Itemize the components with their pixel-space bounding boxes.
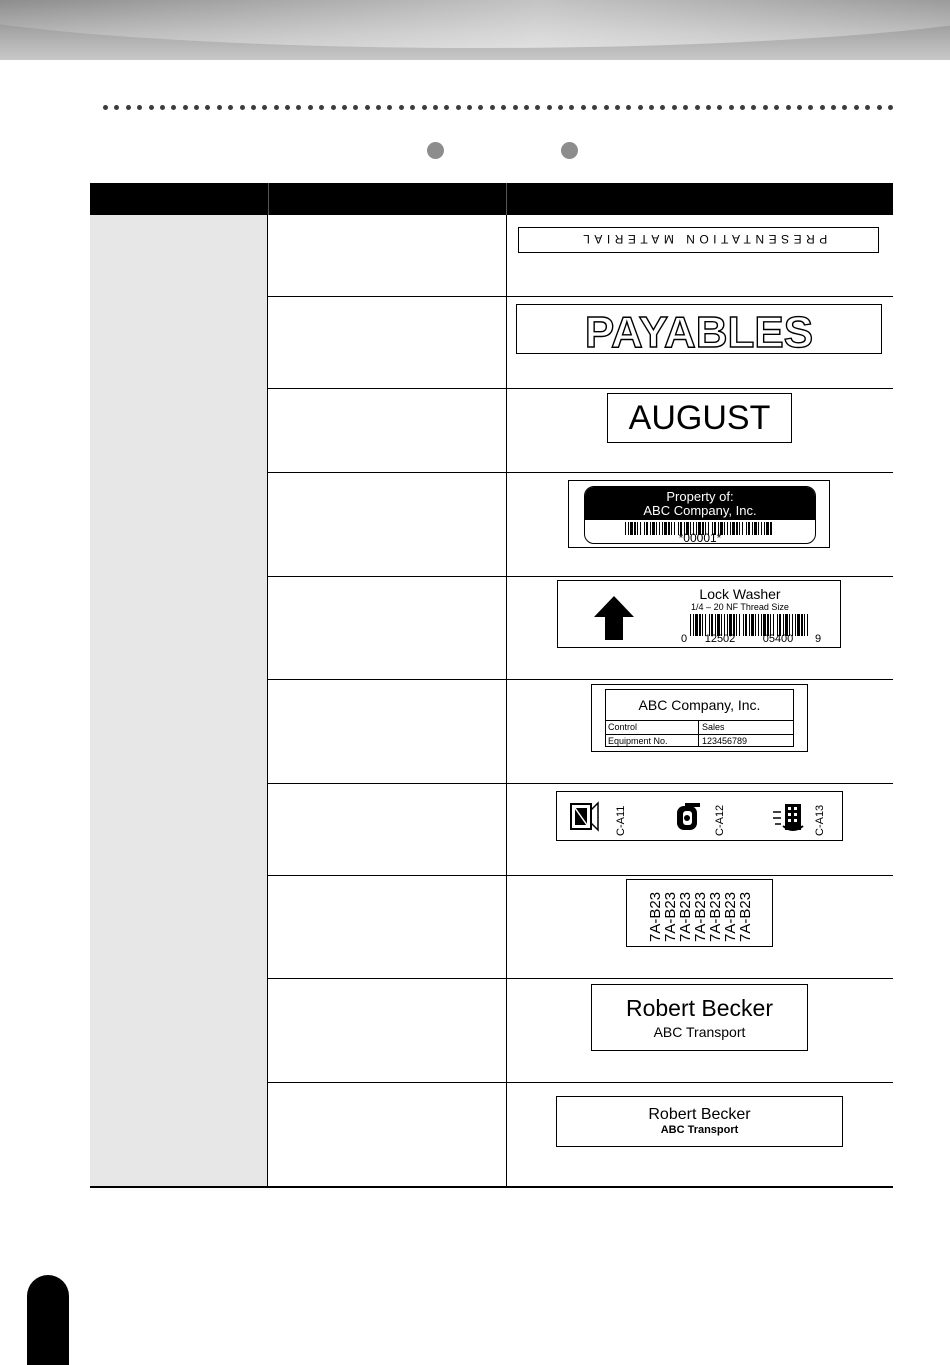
label-cable <box>626 879 773 947</box>
bullet-marker <box>427 142 444 159</box>
august-text: AUGUST <box>628 398 771 437</box>
washer-digit: 9 <box>814 633 822 645</box>
company-big: ABC Transport <box>653 1024 746 1040</box>
company-small: ABC Transport <box>660 1124 739 1136</box>
cable-code: 7A-B23 <box>722 891 739 942</box>
speaker-icon <box>571 803 598 830</box>
name-small: Robert Becker <box>648 1106 751 1123</box>
washer-digit: 12502 <box>704 633 736 645</box>
label-august <box>607 393 792 443</box>
dotted-rule <box>103 105 893 113</box>
washer-digit: 05400 <box>762 633 794 645</box>
washer-title: Lock Washer <box>699 586 781 602</box>
label-presentation-material <box>518 227 879 253</box>
cable-code: 7A-B23 <box>647 891 664 942</box>
equip-company: ABC Company, Inc. <box>606 690 793 721</box>
payables-text: PAYABLES <box>584 308 814 353</box>
fax-icon <box>773 804 803 830</box>
equip-cell: Sales <box>702 722 725 732</box>
cable-code: 7A-B23 <box>662 891 679 942</box>
equip-cell: Control <box>606 721 699 734</box>
label-asset-tag <box>568 480 830 548</box>
port-code: C-A13 <box>814 804 826 836</box>
name-big: Robert Becker <box>625 995 773 1021</box>
cable-code: 7A-B23 <box>737 891 754 942</box>
category-column <box>90 215 268 1186</box>
label-equipment <box>591 684 808 752</box>
label-payables <box>516 304 882 354</box>
label-ports <box>556 791 843 841</box>
arrow-up-icon <box>594 596 634 640</box>
telephone-icon <box>677 803 700 830</box>
presentation-text: PRESENTATION MATERIAL <box>578 232 828 246</box>
asset-line1: Property of: <box>666 489 734 504</box>
label-lock-washer <box>557 580 841 648</box>
cable-code: 7A-B23 <box>692 891 709 942</box>
asset-code: *00001* <box>678 531 722 544</box>
label-name-badge <box>591 984 808 1051</box>
page-banner <box>0 0 950 60</box>
table-header <box>90 183 893 215</box>
port-code: C-A11 <box>615 805 627 836</box>
label-name-small <box>556 1096 843 1147</box>
bullet-marker <box>561 142 578 159</box>
equip-cell: Equipment No. <box>606 735 699 747</box>
washer-subtitle: 1/4 – 20 NF Thread Size <box>691 602 789 612</box>
cable-code: 7A-B23 <box>677 891 694 942</box>
cable-code: 7A-B23 <box>707 891 724 942</box>
port-code: C-A12 <box>714 804 726 836</box>
equip-cell: 123456789 <box>702 736 748 746</box>
asset-line2: ABC Company, Inc. <box>643 503 757 518</box>
washer-digit: 0 <box>680 633 688 645</box>
